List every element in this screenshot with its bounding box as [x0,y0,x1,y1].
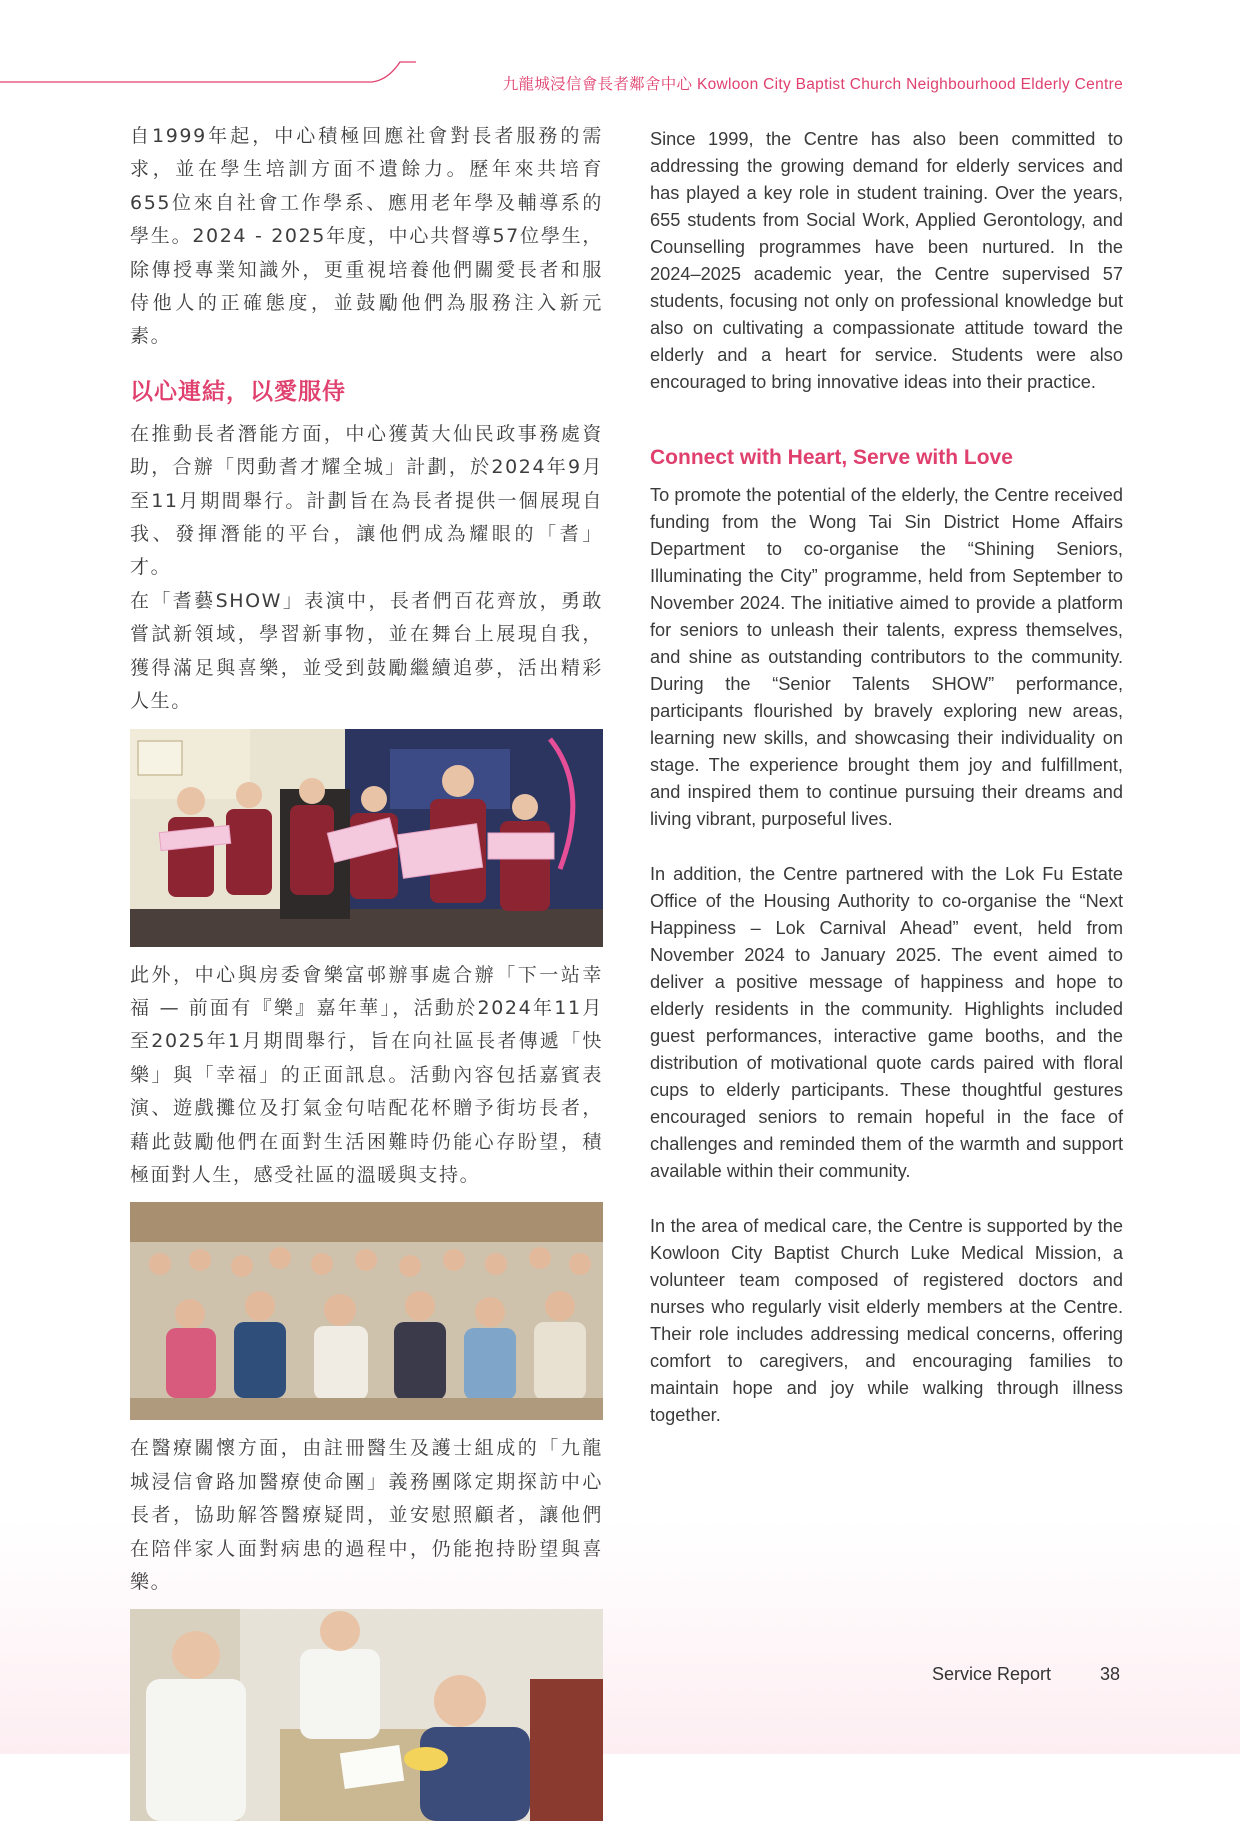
zh-paragraph-training: 自1999年起，中心積極回應社會對長者服務的需求，並在學生培訓方面不遺餘力。歷年來共培育655位來自社會工作學系、應用老年學及輔導系的學生。2024 - 2025年度，中心共督導57位學生，除傳授專業知識外，更重視培養他們關愛長者和服侍他人的正確態度，並鼓勵他們為服務注入新元素。 [130,125,603,348]
en-section-heading: Connect with Heart, Serve with Love [650,446,1013,469]
photo-choir-performance [130,729,603,947]
header-title: 九龍城浸信會長者鄰舍中心 Kowloon City Baptist Church Neighbourhood Elderly Centre [502,76,1123,93]
zh-section-heading: 以心連結，以愛服侍 [130,378,346,405]
zh-paragraph-shining-seniors: 在推動長者潛能方面，中心獲黃大仙民政事務處資助，合辦「閃動耆才耀全城」計劃，於2024年9月至11月期間舉行。計劃旨在為長者提供一個展現自我、發揮潛能的平台，讓他們成為耀眼的「耆」才。 [130,422,603,579]
zh-paragraph-medical: 在醫療關懷方面，由註冊醫生及護士組成的「九龍城浸信會路加醫療使命團」義務團隊定期探訪中心長者，協助解答醫療疑問，並安慰照顧者，讓他們在陪伴家人面對病患的過程中，仍能抱持盼望與喜樂。 [130,1437,603,1593]
footer-report-label: Service Report [932,1664,1052,1684]
zh-paragraph-carnival: 此外，中心與房委會樂富邨辦事處合辦「下一站幸福 — 前面有『樂』嘉年華」，活動於2024年11月至2025年1月期間舉行，旨在向社區長者傳遞「快樂」與「幸福」的正面訊息。活動內容包括嘉賓表演、遊戲攤位及打氣金句咭配花杯贈予街坊長者，藉此鼓勵他們在面對生活困難時仍能心存盼望，積極面對人生，感受社區的溫暖與支持。 [130,963,603,1186]
en-paragraph-carnival: In addition, the Centre partnered with the Lok Fu Estate Office of the Housing Authority to co-organise the “Next Happiness – Lok Carnival Ahead” event, held from November 2024 to January 2025. The event aimed to deliver a positive message of happiness and hope to elderly residents in the community. Highlights included guest performances, interactive game booths, and the distribution of motivational quote cards paired with floral cups to elderly participants. These thoughtful gestures encouraged seniors to remain hopeful in the face of challenges and reminded them of the warmth and support available within their community. [650,864,1123,1181]
photo-carnival-audience [130,1202,603,1420]
footer-page-number: 38 [1100,1664,1121,1684]
header-divider [0,0,420,90]
en-paragraph-medical: In the area of medical care, the Centre is supported by the Kowloon City Baptist Church Luke Medical Mission, a volunteer team composed of registered doctors and nurses who regularly visit elderly members at the Centre. Their role includes addressing medical concerns, offering comfort to caregivers, and encouraging families to maintain hope and joy while walking through illness together. [650,1216,1123,1425]
english-column [650,126,1123,1429]
en-paragraph-training: Since 1999, the Centre has also been committed to addressing the growing demand for elderly services and has played a key role in student training. Over the years, 655 students from Social Work, Applied Gerontology, and Counselling programmes have been nurtured. In the 2024–2025 academic year, the Centre supervised 57 students, focusing not only on professional knowledge but also on cultivating a compassionate attitude toward the elderly and a heart for service. Students were also encouraged to bring innovative ideas into their practice. [650,129,1123,392]
chinese-column [130,120,603,1833]
photo-medical-visit [130,1609,603,1821]
en-paragraph-shining-seniors: To promote the potential of the elderly, the Centre received funding from the Wong Tai Sin District Home Affairs Department to co-organise the “Shining Seniors, Illuminating the City” programme, held from September to November 2024. The initiative aimed to provide a platform for seniors to unleash their talents, express themselves, and shine as outstanding contributors to the community. During the “Senior Talents SHOW” performance, participants flourished by bravely exploring new areas, learning new skills, and showcasing their individuality on stage. The experience brought them joy and fulfillment, and inspired them to continue pursuing their dreams and living vibrant, purposeful lives. [650,485,1123,829]
zh-paragraph-talent-show: 在「耆藝SHOW」表演中，長者們百花齊放，勇敢嘗試新領域，學習新事物，並在舞台上展現自我，獲得滿足與喜樂，並受到鼓勵繼續追夢，活出精彩人生。 [130,589,603,713]
